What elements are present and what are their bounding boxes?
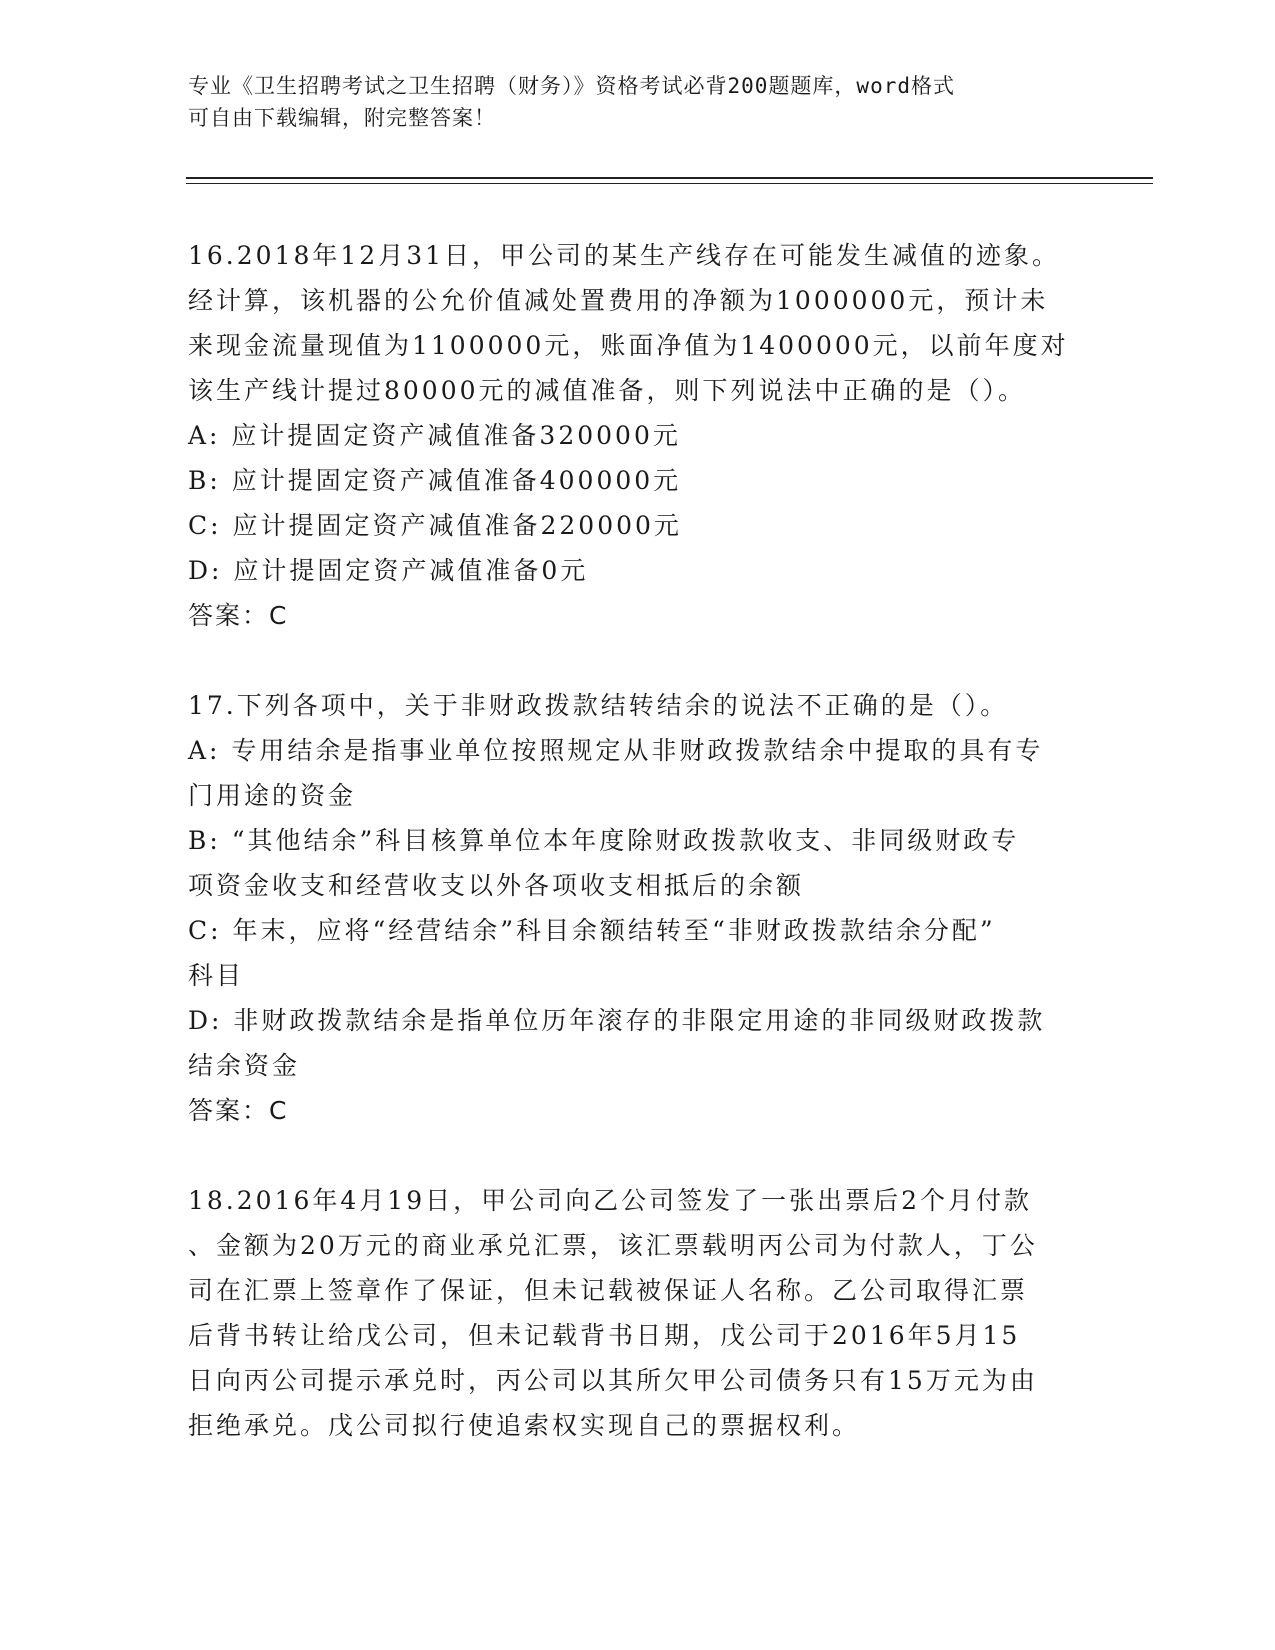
question-stem-line: 16.2018年12月31日，甲公司的某生产线存在可能发生减值的迹象。 [188,241,1061,270]
question-stem-line: 、金额为20万元的商业承兑汇票，该汇票载明丙公司为付款人，丁公 [188,1231,1038,1260]
header-line-2: 可自由下载编辑，附完整答案！ [188,106,496,130]
question-stem-line: 该生产线计提过80000元的减值准备，则下列说法中正确的是（）。 [188,376,1027,405]
option-a: A: 专用结余是指事业单位按照规定从非财政拨款结余中提取的具有专 [188,736,1044,765]
question-stem-line: 日向丙公司提示承兑时，丙公司以其所欠甲公司债务只有15万元为由 [188,1366,1038,1395]
question-stem-line: 司在汇票上签章作了保证，但未记载被保证人名称。乙公司取得汇票 [188,1276,1029,1305]
question-stem-line: 来现金流量现值为1100000元，账面净值为1400000元，以前年度对 [188,331,1069,360]
option-c-continued: 科目 [188,961,245,990]
answer: 答案：C [188,1096,289,1125]
option-b-continued: 项资金收支和经营收支以外各项收支相抵后的余额 [188,871,805,900]
header-line-1: 专业《卫生招聘考试之卫生招聘（财务）》资格考试必背200题题库，word格式 [188,74,955,98]
question-17 [188,683,1088,1133]
question-18 [188,1178,1088,1448]
answer: 答案：C [188,601,289,630]
option-d: D: 非财政拨款结余是指单位历年滚存的非限定用途的非同级财政拨款 [188,1006,1046,1035]
question-stem-line: 拒绝承兑。戊公司拟行使追索权实现自己的票据权利。 [188,1411,861,1440]
option-d: D: 应计提固定资产减值准备0元 [188,556,589,585]
option-b: B: 应计提固定资产减值准备400000元 [188,466,682,495]
question-16 [188,233,1088,638]
option-c: C: 年末，应将“经营结余”科目余额结转至“非财政拨款结余分配” [188,916,996,945]
option-a: A: 应计提固定资产减值准备320000元 [188,421,681,450]
question-stem-line: 18.2016年4月19日，甲公司向乙公司签发了一张出票后2个月付款 [188,1186,1033,1215]
question-stem-line: 经计算，该机器的公允价值减处置费用的净额为1000000元，预计未 [188,286,1049,315]
header-divider [186,177,1153,184]
option-b: B: “其他结余”科目核算单位本年度除财政拨款收支、非同级财政专 [188,826,1020,855]
option-d-continued: 结余资金 [188,1051,301,1080]
question-stem-line: 17.下列各项中，关于非财政拨款结转结余的说法不正确的是（）。 [188,691,1009,720]
question-list [188,233,1088,1448]
option-c: C: 应计提固定资产减值准备220000元 [188,511,682,540]
question-stem-line: 后背书转让给戊公司，但未记载背书日期，戊公司于2016年5月15 [188,1321,1021,1350]
option-a-continued: 门用途的资金 [188,781,357,810]
document-header [188,70,1088,134]
